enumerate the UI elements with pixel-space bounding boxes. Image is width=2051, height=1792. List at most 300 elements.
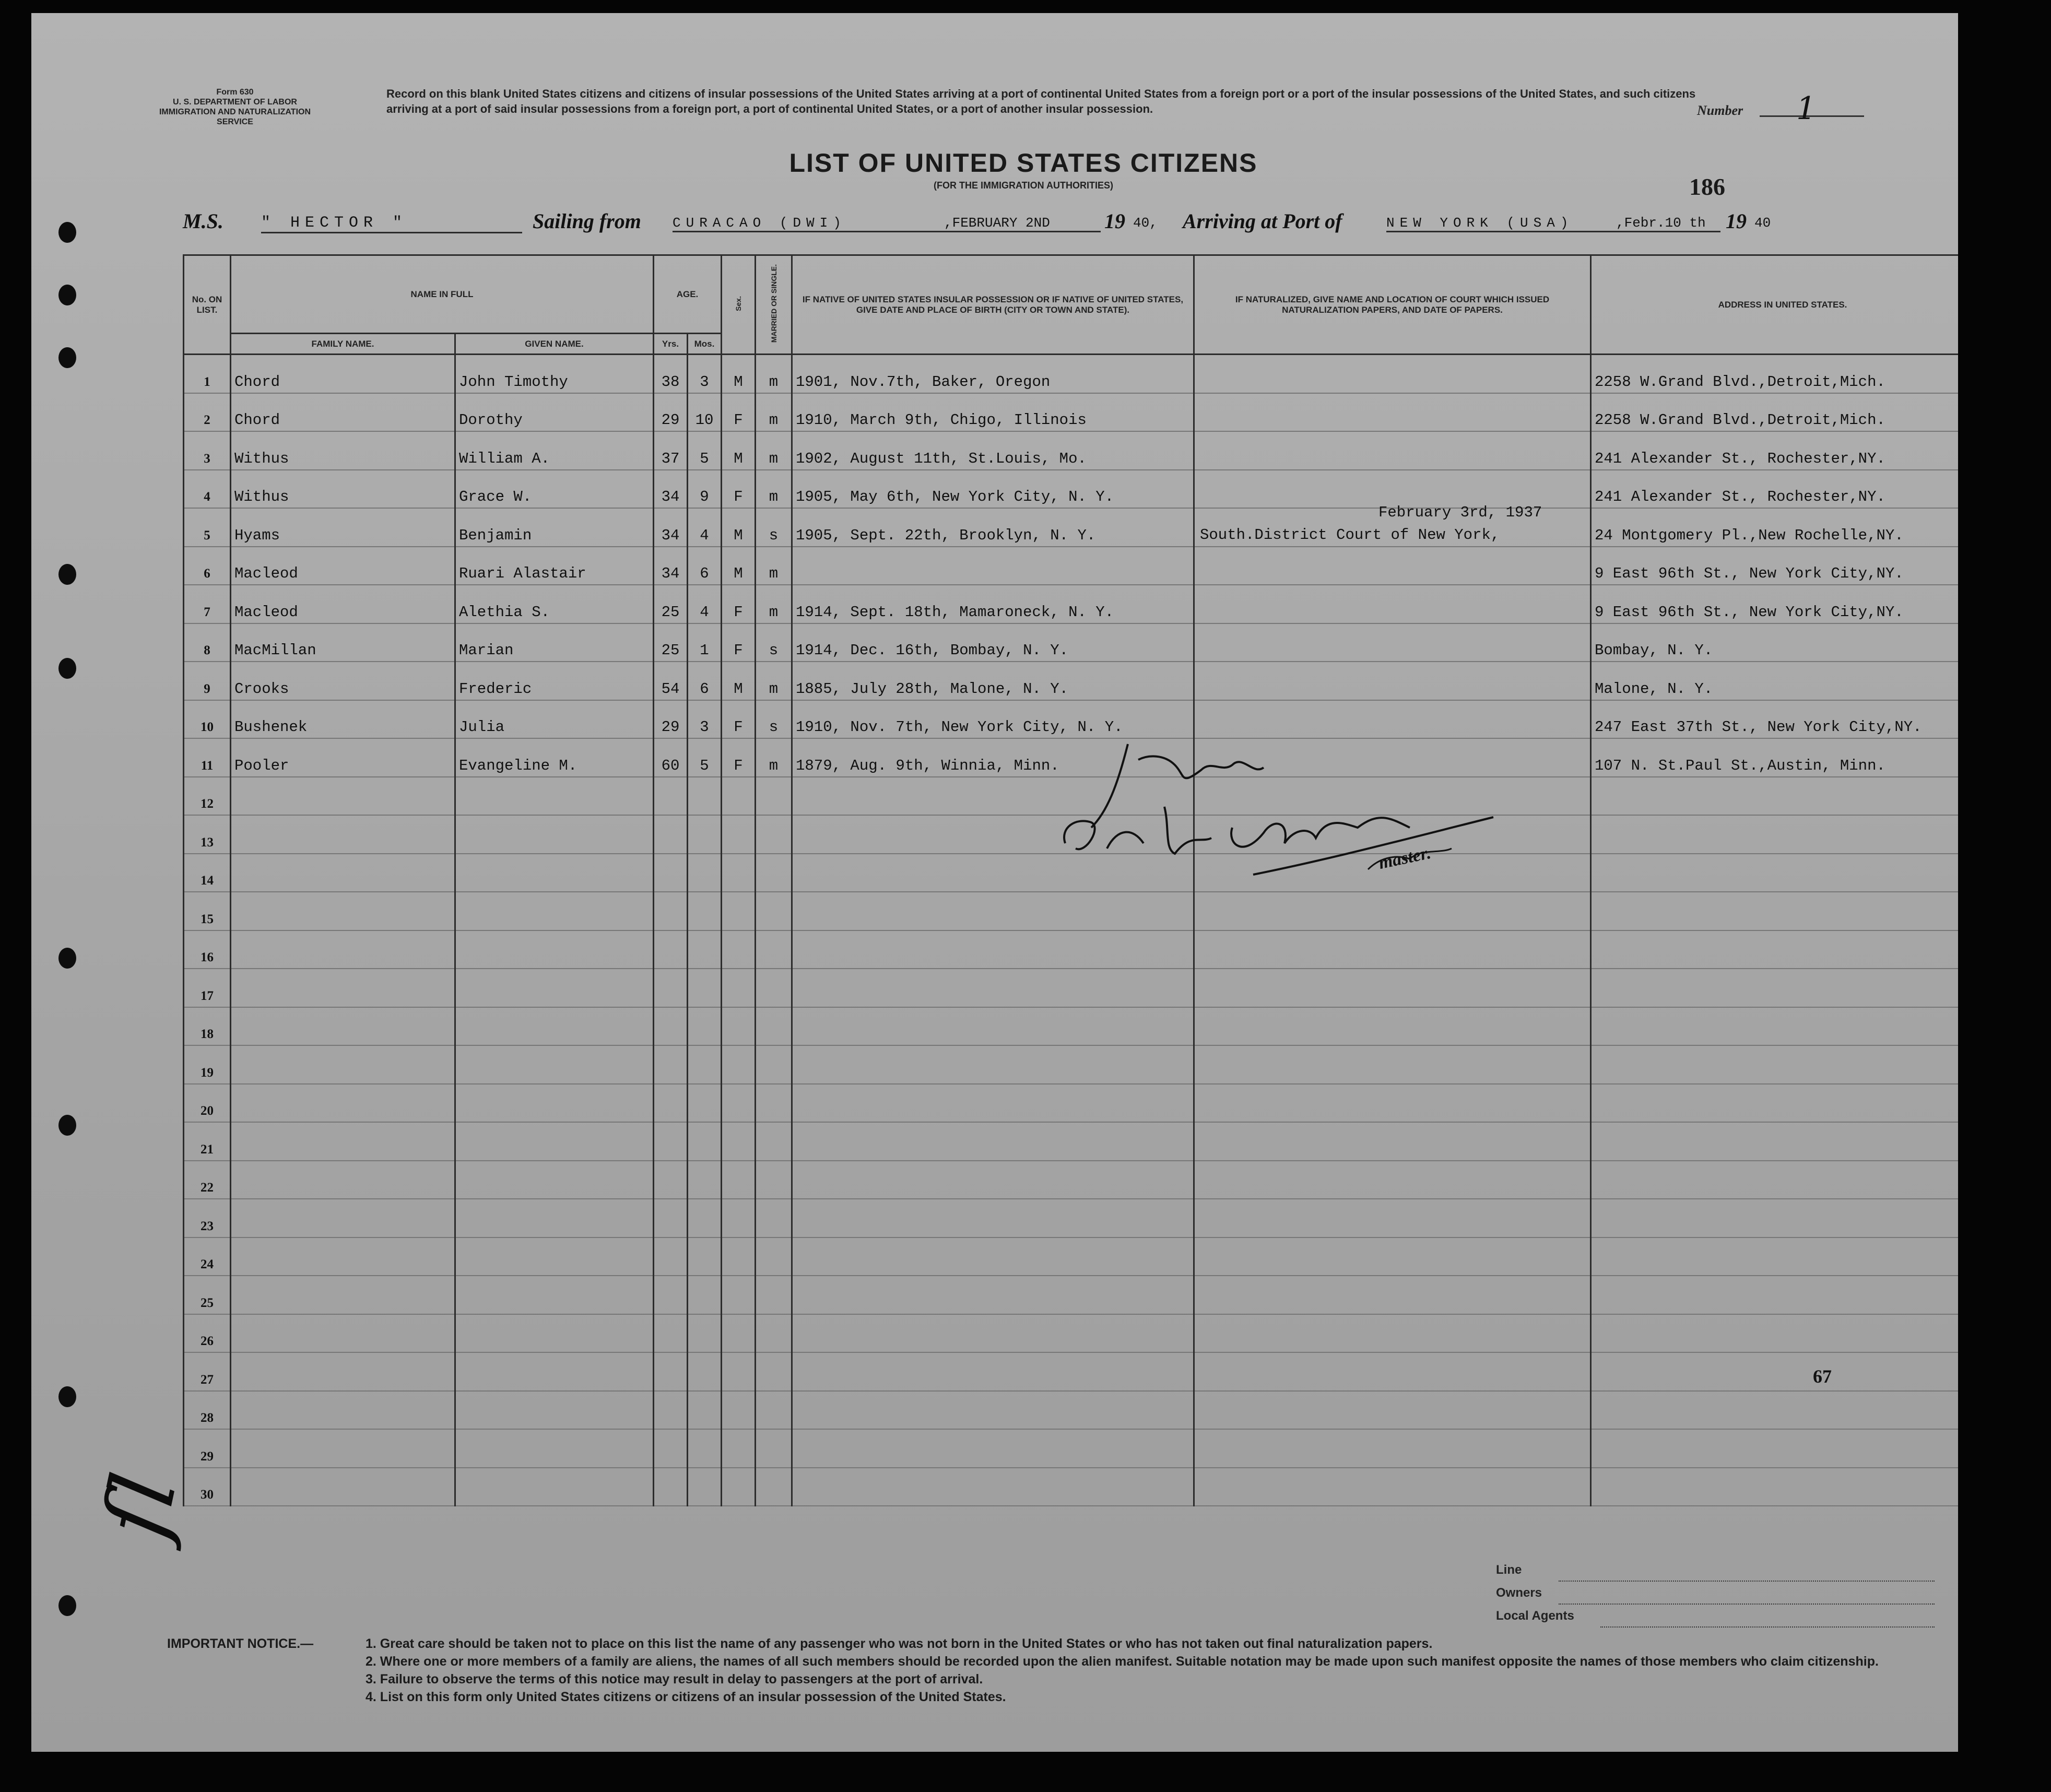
cell-sex xyxy=(722,1007,756,1046)
cell-yrs: 34 xyxy=(654,547,688,585)
cell-ms xyxy=(756,1007,792,1046)
cell-ms xyxy=(756,1161,792,1199)
cell-no: 24 xyxy=(184,1237,231,1276)
cell-birth: 1885, July 28th, Malone, N. Y. xyxy=(792,662,1194,700)
cell-mos xyxy=(688,1161,722,1199)
cell-mos: 4 xyxy=(688,585,722,623)
cell-no: 13 xyxy=(184,815,231,854)
cell-family: Crooks xyxy=(231,662,455,700)
table-row xyxy=(184,1045,1959,1084)
cell-given: Evangeline M. xyxy=(455,738,654,777)
cell-mos xyxy=(688,1468,722,1506)
cell-yrs: 34 xyxy=(654,508,688,547)
table-row xyxy=(184,547,1959,585)
cell-no: 27 xyxy=(184,1352,231,1391)
cell-sex: F xyxy=(722,623,756,662)
table-row xyxy=(184,355,1959,393)
passenger-table xyxy=(183,254,1958,1506)
cell-mos: 1 xyxy=(688,623,722,662)
cell-mos xyxy=(688,930,722,969)
departure-year: 40, xyxy=(1133,215,1158,231)
cell-given xyxy=(455,1237,654,1276)
cell-family xyxy=(231,1161,455,1199)
margin-number: 67 xyxy=(1813,1366,1832,1387)
cell-sex xyxy=(722,777,756,816)
cell-sex: M xyxy=(722,662,756,700)
cell-family: Hyams xyxy=(231,508,455,547)
cell-nat xyxy=(1194,930,1591,969)
notice-item: 4. List on this form only United States citizens or citizens of an insular possession of the United States. xyxy=(366,1690,1006,1704)
document-title: LIST OF UNITED STATES CITIZENS xyxy=(789,148,1258,178)
cell-mos: 6 xyxy=(688,662,722,700)
cell-sex xyxy=(722,1161,756,1199)
sailing-from-label: Sailing from xyxy=(533,209,641,233)
cell-address xyxy=(1591,1276,1959,1314)
punch-hole xyxy=(58,222,76,243)
cell-ms xyxy=(756,1045,792,1084)
table-row xyxy=(184,1007,1959,1046)
punch-hole xyxy=(58,347,76,368)
cell-mos xyxy=(688,815,722,854)
arrival-year: 40 xyxy=(1754,215,1771,231)
cell-sex xyxy=(722,1084,756,1123)
cell-given xyxy=(455,1007,654,1046)
table-row xyxy=(184,623,1959,662)
cell-address xyxy=(1591,854,1959,892)
cell-yrs: 37 xyxy=(654,431,688,470)
cell-family xyxy=(231,1429,455,1468)
cell-given: Benjamin xyxy=(455,508,654,547)
cell-address xyxy=(1591,892,1959,930)
cell-mos xyxy=(688,1352,722,1391)
table-row xyxy=(184,508,1959,547)
cell-no: 11 xyxy=(184,738,231,777)
cell-no: 17 xyxy=(184,969,231,1007)
cell-nat xyxy=(1194,623,1591,662)
cell-address: 24 Montgomery Pl.,New Rochelle,NY. xyxy=(1591,508,1959,547)
cell-address xyxy=(1591,930,1959,969)
line-owner-agent-fields xyxy=(1496,1559,1935,1628)
notice-item: 1. Great care should be taken not to place on this list the name of any passenger who was not born in the United States or who has not taken out final naturalization papers. xyxy=(366,1636,1433,1651)
cell-family xyxy=(231,777,455,816)
cell-no: 23 xyxy=(184,1199,231,1237)
cell-nat xyxy=(1194,355,1591,393)
cell-family xyxy=(231,1122,455,1161)
col-header-age: AGE. xyxy=(654,255,722,334)
cell-sex: M xyxy=(722,431,756,470)
cell-no: 26 xyxy=(184,1314,231,1353)
cell-family xyxy=(231,1468,455,1506)
cell-birth: 1902, August 11th, St.Louis, Mo. xyxy=(792,431,1194,470)
col-header-address: ADDRESS IN UNITED STATES. xyxy=(1591,255,1959,355)
table-row xyxy=(184,1429,1959,1468)
cell-yrs: 38 xyxy=(654,355,688,393)
cell-ms xyxy=(756,1276,792,1314)
cell-ms xyxy=(756,1122,792,1161)
cell-address: Bombay, N. Y. xyxy=(1591,623,1959,662)
cell-no: 30 xyxy=(184,1468,231,1506)
cell-yrs xyxy=(654,1199,688,1237)
cell-nat xyxy=(1194,1391,1591,1430)
cell-ms: m xyxy=(756,547,792,585)
cell-given xyxy=(455,777,654,816)
departure-port: CURACAO (DWI) xyxy=(673,215,944,232)
cell-sex xyxy=(722,1314,756,1353)
cell-no: 15 xyxy=(184,892,231,930)
line-field: Line xyxy=(1496,1559,1935,1582)
local-agents-field: Local Agents xyxy=(1496,1605,1935,1628)
cell-family xyxy=(231,1352,455,1391)
punch-hole xyxy=(58,1595,76,1616)
cell-address: 107 N. St.Paul St.,Austin, Minn. xyxy=(1591,738,1959,777)
cell-family: Macleod xyxy=(231,547,455,585)
cell-yrs: 54 xyxy=(654,662,688,700)
cell-given: Alethia S. xyxy=(455,585,654,623)
cell-yrs xyxy=(654,1161,688,1199)
punch-hole xyxy=(58,948,76,969)
cell-birth xyxy=(792,1314,1194,1353)
cell-ms xyxy=(756,854,792,892)
cell-family: Chord xyxy=(231,393,455,432)
cell-given xyxy=(455,1391,654,1430)
cell-family: Pooler xyxy=(231,738,455,777)
cell-ms xyxy=(756,1199,792,1237)
table-row xyxy=(184,1237,1959,1276)
naturalization-court: South.District Court of New York, xyxy=(1200,526,1500,544)
cell-sex: F xyxy=(722,585,756,623)
cell-birth: 1914, Dec. 16th, Bombay, N. Y. xyxy=(792,623,1194,662)
table-row xyxy=(184,969,1959,1007)
cell-given xyxy=(455,1045,654,1084)
cell-mos xyxy=(688,1045,722,1084)
cell-birth: 1905, May 6th, New York City, N. Y. xyxy=(792,470,1194,509)
col-header-given: GIVEN NAME. xyxy=(455,334,654,355)
cell-no: 29 xyxy=(184,1429,231,1468)
cell-given xyxy=(455,1314,654,1353)
cell-birth: 1901, Nov.7th, Baker, Oregon xyxy=(792,355,1194,393)
cell-mos xyxy=(688,1007,722,1046)
table-row xyxy=(184,1084,1959,1123)
cell-family: Withus xyxy=(231,431,455,470)
cell-birth xyxy=(792,1429,1194,1468)
list-number: 1 xyxy=(1796,90,1817,127)
table-row xyxy=(184,1468,1959,1506)
cell-mos: 5 xyxy=(688,738,722,777)
cell-family xyxy=(231,1007,455,1046)
cell-sex: M xyxy=(722,547,756,585)
cell-no: 6 xyxy=(184,547,231,585)
cell-family xyxy=(231,969,455,1007)
punch-hole xyxy=(58,564,76,585)
cell-given xyxy=(455,1084,654,1123)
cell-sex xyxy=(722,815,756,854)
cell-ms xyxy=(756,969,792,1007)
page-number: 186 xyxy=(1689,173,1725,200)
cell-birth xyxy=(792,1199,1194,1237)
table-row xyxy=(184,1314,1959,1353)
punch-hole xyxy=(58,658,76,679)
cell-nat xyxy=(1194,892,1591,930)
cell-sex xyxy=(722,969,756,1007)
cell-no: 16 xyxy=(184,930,231,969)
col-header-mos: Mos. xyxy=(688,334,722,355)
naturalization-date: February 3rd, 1937 xyxy=(1378,504,1542,521)
cell-family xyxy=(231,1276,455,1314)
cell-nat xyxy=(1194,1045,1591,1084)
cell-yrs xyxy=(654,1276,688,1314)
cell-yrs xyxy=(654,777,688,816)
cell-sex xyxy=(722,854,756,892)
col-header-naturalized: IF NATURALIZED, GIVE NAME AND LOCATION OF COURT WHICH ISSUED NATURALIZATION PAPERS, AND DATE OF PAPERS. xyxy=(1194,255,1591,355)
cell-nat xyxy=(1194,1352,1591,1391)
cell-family xyxy=(231,1045,455,1084)
cell-ms: s xyxy=(756,623,792,662)
cell-nat xyxy=(1194,1199,1591,1237)
cell-no: 19 xyxy=(184,1045,231,1084)
ship-prefix: M.S. xyxy=(183,209,223,233)
cell-given xyxy=(455,1276,654,1314)
cell-nat xyxy=(1194,431,1591,470)
cell-birth xyxy=(792,1468,1194,1506)
cell-birth xyxy=(792,1045,1194,1084)
cell-no: 25 xyxy=(184,1276,231,1314)
cell-birth xyxy=(792,892,1194,930)
cell-birth: 1905, Sept. 22th, Brooklyn, N. Y. xyxy=(792,508,1194,547)
cell-given xyxy=(455,1199,654,1237)
cell-ms xyxy=(756,1468,792,1506)
cell-address xyxy=(1591,1199,1959,1237)
cell-birth: 1914, Sept. 18th, Mamaroneck, N. Y. xyxy=(792,585,1194,623)
col-header-family: FAMILY NAME. xyxy=(231,334,455,355)
cell-family xyxy=(231,1199,455,1237)
cell-nat xyxy=(1194,1314,1591,1353)
cell-no: 4 xyxy=(184,470,231,509)
cell-no: 21 xyxy=(184,1122,231,1161)
cell-birth xyxy=(792,1122,1194,1161)
cell-no: 14 xyxy=(184,854,231,892)
cell-family xyxy=(231,854,455,892)
cell-ms: m xyxy=(756,662,792,700)
cell-given xyxy=(455,815,654,854)
cell-address xyxy=(1591,1429,1959,1468)
cell-ms: m xyxy=(756,355,792,393)
notice-item: 2. Where one or more members of a family are aliens, the names of all such members should be recorded upon the alien manifest. Suitable notation may be made upon such manifest opposite the names of those members who claim citizenship. xyxy=(366,1654,1879,1669)
cell-ms xyxy=(756,1391,792,1430)
cell-given xyxy=(455,1122,654,1161)
cell-ms: m xyxy=(756,738,792,777)
cell-mos: 3 xyxy=(688,355,722,393)
cell-address xyxy=(1591,1122,1959,1161)
arrival-date: ,Febr.10 th xyxy=(1616,215,1720,232)
cell-nat xyxy=(1194,1161,1591,1199)
cell-nat xyxy=(1194,585,1591,623)
cell-sex: M xyxy=(722,355,756,393)
cell-nat xyxy=(1194,1429,1591,1468)
number-label: Number xyxy=(1697,103,1743,118)
cell-ms xyxy=(756,1084,792,1123)
cell-family: Withus xyxy=(231,470,455,509)
passenger-rows xyxy=(184,355,1959,1506)
cell-no: 3 xyxy=(184,431,231,470)
cell-ms: s xyxy=(756,508,792,547)
cell-mos xyxy=(688,1314,722,1353)
arrival-year-prefix: 19 xyxy=(1726,209,1747,233)
cell-sex xyxy=(722,930,756,969)
punch-hole xyxy=(58,285,76,305)
cell-sex xyxy=(722,1276,756,1314)
cell-mos xyxy=(688,854,722,892)
punch-hole xyxy=(58,1115,76,1136)
cell-birth xyxy=(792,1084,1194,1123)
cell-birth xyxy=(792,1391,1194,1430)
form-number: Form 630 xyxy=(216,88,254,97)
cell-mos: 5 xyxy=(688,431,722,470)
table-row xyxy=(184,662,1959,700)
cell-nat xyxy=(1194,393,1591,432)
cell-given: Grace W. xyxy=(455,470,654,509)
table-row xyxy=(184,431,1959,470)
cell-yrs xyxy=(654,1122,688,1161)
table-row xyxy=(184,1199,1959,1237)
cell-address: 9 East 96th St., New York City,NY. xyxy=(1591,585,1959,623)
cell-family xyxy=(231,930,455,969)
cell-family: MacMillan xyxy=(231,623,455,662)
cell-address: 9 East 96th St., New York City,NY. xyxy=(1591,547,1959,585)
punch-hole xyxy=(58,1386,76,1407)
notice-item: 3. Failure to observe the terms of this notice may result in delay to passengers at the port of arrival. xyxy=(366,1672,983,1687)
archival-handwritten-mark: ſl xyxy=(83,1465,197,1547)
cell-yrs xyxy=(654,892,688,930)
cell-yrs: 25 xyxy=(654,585,688,623)
cell-family xyxy=(231,892,455,930)
cell-yrs: 29 xyxy=(654,393,688,432)
col-header-name: NAME IN FULL xyxy=(231,255,654,334)
cell-birth xyxy=(792,1161,1194,1199)
table-row xyxy=(184,1391,1959,1430)
cell-ms xyxy=(756,1237,792,1276)
cell-yrs xyxy=(654,815,688,854)
cell-address xyxy=(1591,1007,1959,1046)
signature-master-label: master. xyxy=(1377,843,1433,874)
cell-nat xyxy=(1194,1122,1591,1161)
cell-address: 247 East 37th St., New York City,NY. xyxy=(1591,700,1959,739)
col-header-yrs: Yrs. xyxy=(654,334,688,355)
cell-ms: m xyxy=(756,393,792,432)
cell-given: Dorothy xyxy=(455,393,654,432)
cell-family xyxy=(231,815,455,854)
cell-given: William A. xyxy=(455,431,654,470)
cell-birth: 1879, Aug. 9th, Winnia, Minn. xyxy=(792,738,1194,777)
departure-date: ,FEBRUARY 2ND xyxy=(944,215,1101,232)
cell-birth xyxy=(792,930,1194,969)
cell-birth xyxy=(792,1276,1194,1314)
table-row xyxy=(184,1161,1959,1199)
col-header-no: No. ON LIST. xyxy=(184,255,231,355)
cell-family xyxy=(231,1084,455,1123)
cell-given xyxy=(455,969,654,1007)
cell-address xyxy=(1591,1045,1959,1084)
cell-yrs xyxy=(654,969,688,1007)
table-row xyxy=(184,1122,1959,1161)
cell-nat xyxy=(1194,1084,1591,1123)
cell-birth: 1910, Nov. 7th, New York City, N. Y. xyxy=(792,700,1194,739)
cell-yrs xyxy=(654,1007,688,1046)
cell-sex xyxy=(722,1468,756,1506)
cell-birth xyxy=(792,1007,1194,1046)
cell-sex xyxy=(722,1045,756,1084)
cell-yrs xyxy=(654,1429,688,1468)
cell-yrs xyxy=(654,1391,688,1430)
cell-yrs: 34 xyxy=(654,470,688,509)
cell-ms: m xyxy=(756,431,792,470)
cell-mos: 6 xyxy=(688,547,722,585)
cell-mos xyxy=(688,1429,722,1468)
cell-address: 2258 W.Grand Blvd.,Detroit,Mich. xyxy=(1591,393,1959,432)
cell-given xyxy=(455,854,654,892)
cell-sex: M xyxy=(722,508,756,547)
document-subtitle: (FOR THE IMMIGRATION AUTHORITIES) xyxy=(934,180,1113,191)
cell-ms xyxy=(756,1314,792,1353)
cell-given xyxy=(455,930,654,969)
cell-nat xyxy=(1194,470,1591,509)
cell-address: 241 Alexander St., Rochester,NY. xyxy=(1591,470,1959,509)
service-name: IMMIGRATION AND NATURALIZATION SERVICE xyxy=(159,108,311,126)
cell-ms xyxy=(756,777,792,816)
cell-sex xyxy=(722,1199,756,1237)
arrival-port: NEW YORK (USA) xyxy=(1386,215,1616,232)
cell-sex xyxy=(722,892,756,930)
table-row xyxy=(184,930,1959,969)
col-header-marital: MARRIED OR SINGLE. xyxy=(756,255,792,355)
cell-address xyxy=(1591,815,1959,854)
cell-ms xyxy=(756,930,792,969)
cell-mos xyxy=(688,1276,722,1314)
department-name: U. S. DEPARTMENT OF LABOR xyxy=(173,98,297,107)
cell-nat xyxy=(1194,969,1591,1007)
table-row xyxy=(184,1276,1959,1314)
cell-nat xyxy=(1194,662,1591,700)
table-row xyxy=(184,892,1959,930)
cell-address xyxy=(1591,1468,1959,1506)
cell-birth: 1910, March 9th, Chigo, Illinois xyxy=(792,393,1194,432)
cell-yrs xyxy=(654,930,688,969)
table-row xyxy=(184,585,1959,623)
cell-ms: s xyxy=(756,700,792,739)
cell-no: 20 xyxy=(184,1084,231,1123)
cell-yrs xyxy=(654,1045,688,1084)
cell-no: 10 xyxy=(184,700,231,739)
cell-sex: F xyxy=(722,470,756,509)
cell-ms xyxy=(756,1352,792,1391)
cell-sex: F xyxy=(722,393,756,432)
cell-ms xyxy=(756,892,792,930)
cell-no: 2 xyxy=(184,393,231,432)
cell-no: 7 xyxy=(184,585,231,623)
cell-address: 2258 W.Grand Blvd.,Detroit,Mich. xyxy=(1591,355,1959,393)
cell-given xyxy=(455,1468,654,1506)
cell-family: Chord xyxy=(231,355,455,393)
cell-nat xyxy=(1194,1276,1591,1314)
cell-given xyxy=(455,1352,654,1391)
cell-given xyxy=(455,1161,654,1199)
cell-mos xyxy=(688,1237,722,1276)
cell-address xyxy=(1591,1084,1959,1123)
cell-yrs xyxy=(654,1084,688,1123)
cell-nat xyxy=(1194,547,1591,585)
manifest-sheet xyxy=(31,13,1958,1752)
cell-mos: 10 xyxy=(688,393,722,432)
form-instructions: Record on this blank United States citizens and citizens of insular possessions of the United States arriving at a port of continental United States from a foreign port or a port of the insular possessions of the United States, and such citizens arriving at a port of said insular possessions from a foreign port, a port of continental United States, or a port of another insular possession. xyxy=(386,87,1696,115)
